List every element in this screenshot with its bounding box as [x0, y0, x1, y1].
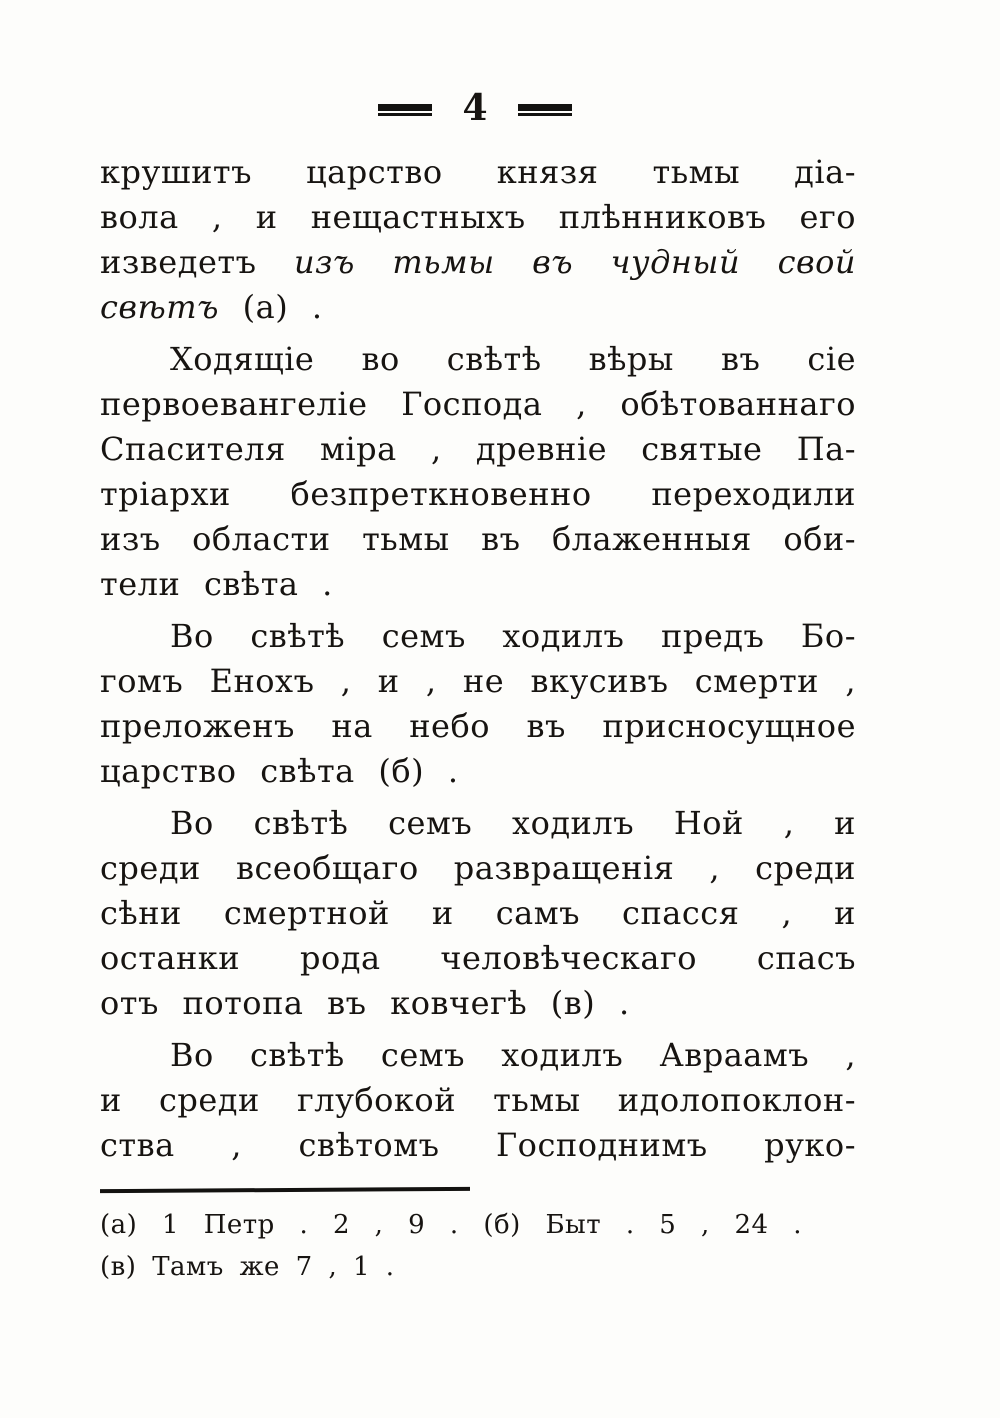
text-segment: изъ области тьмы въ блаженныя оби-: [100, 520, 856, 558]
footnote-line: (а) 1 Петр . 2 , 9 . (б) Быт . 5 , 24 .: [100, 1210, 802, 1240]
text-line: [100, 195, 856, 240]
footnote-line: (в) Тамъ же 7 , 1 .: [100, 1252, 395, 1282]
paragraph: [100, 614, 856, 794]
text-segment: Во свѣтѣ семъ ходилъ Авраамъ ,: [170, 1036, 856, 1074]
text-line: [100, 1123, 856, 1168]
paragraph: [100, 150, 856, 330]
page-text: [100, 150, 856, 1175]
text-line: [100, 427, 856, 472]
text-segment: сѣни смертной и самъ спасся , и: [100, 894, 856, 932]
text-segment: отъ потопа въ ковчегѣ (в) .: [100, 984, 630, 1022]
text-line: [100, 614, 856, 659]
text-segment: Во свѣтѣ семъ ходилъ предъ Бо-: [170, 617, 856, 655]
text-segment: тріархи безпреткновенно переходили: [100, 475, 856, 513]
footnote-separator: [100, 1187, 470, 1193]
text-segment: (а) .: [218, 288, 323, 326]
text-line: [100, 749, 856, 794]
text-line: [100, 382, 856, 427]
text-segment: царство свѣта (б) .: [100, 752, 459, 790]
text-segment: среди всеобщаго развращенія , среди: [100, 849, 856, 887]
text-line: [100, 1033, 856, 1078]
footnotes: [100, 1204, 802, 1288]
text-segment: останки рода человѣческаго спасъ: [100, 939, 856, 977]
text-segment: Ходящіе во свѣтѣ вѣры въ сіе: [170, 340, 856, 378]
text-segment: преложенъ на небо въ присносущное: [100, 707, 856, 745]
italic-text-segment: изъ тьмы въ чудный свой: [293, 243, 857, 281]
text-line: [100, 801, 856, 846]
text-line: [100, 240, 856, 285]
text-segment: Во свѣтѣ семъ ходилъ Ной , и: [170, 804, 856, 842]
text-line: [100, 659, 856, 704]
text-line: [100, 936, 856, 981]
text-segment: крушитъ царство князя тьмы діа-: [100, 153, 856, 191]
text-segment: изведетъ: [100, 243, 294, 281]
text-line: [100, 472, 856, 517]
text-line: [100, 517, 856, 562]
text-segment: ства , свѣтомъ Господнимъ руко-: [100, 1126, 856, 1164]
text-segment: вола , и нещастныхъ плѣнниковъ его: [100, 198, 856, 236]
header-rule-left-icon: [378, 104, 432, 116]
paragraph: [100, 1033, 856, 1168]
text-line: [100, 562, 856, 607]
header-rule-right-icon: [518, 104, 572, 116]
text-line: [100, 150, 856, 195]
italic-text-segment: свѣтъ: [100, 288, 219, 326]
text-line: [100, 891, 856, 936]
paragraph: [100, 337, 856, 607]
text-line: [100, 846, 856, 891]
text-segment: гомъ Енохъ , и , не вкусивъ смерти ,: [100, 662, 856, 700]
text-segment: и среди глубокой тьмы идолопоклон-: [100, 1081, 856, 1119]
paragraph: [100, 801, 856, 1026]
text-line: [100, 285, 856, 330]
text-line: [100, 704, 856, 749]
page-number: 4: [462, 87, 488, 129]
text-segment: первоевангеліе Господа , обѣтованнаго: [100, 385, 856, 423]
page-header: [0, 87, 950, 129]
text-segment: Спасителя міра , древніе святые Па-: [100, 430, 856, 468]
text-line: [100, 981, 856, 1026]
text-line: [100, 337, 856, 382]
text-segment: тели свѣта .: [100, 565, 333, 603]
text-line: [100, 1078, 856, 1123]
